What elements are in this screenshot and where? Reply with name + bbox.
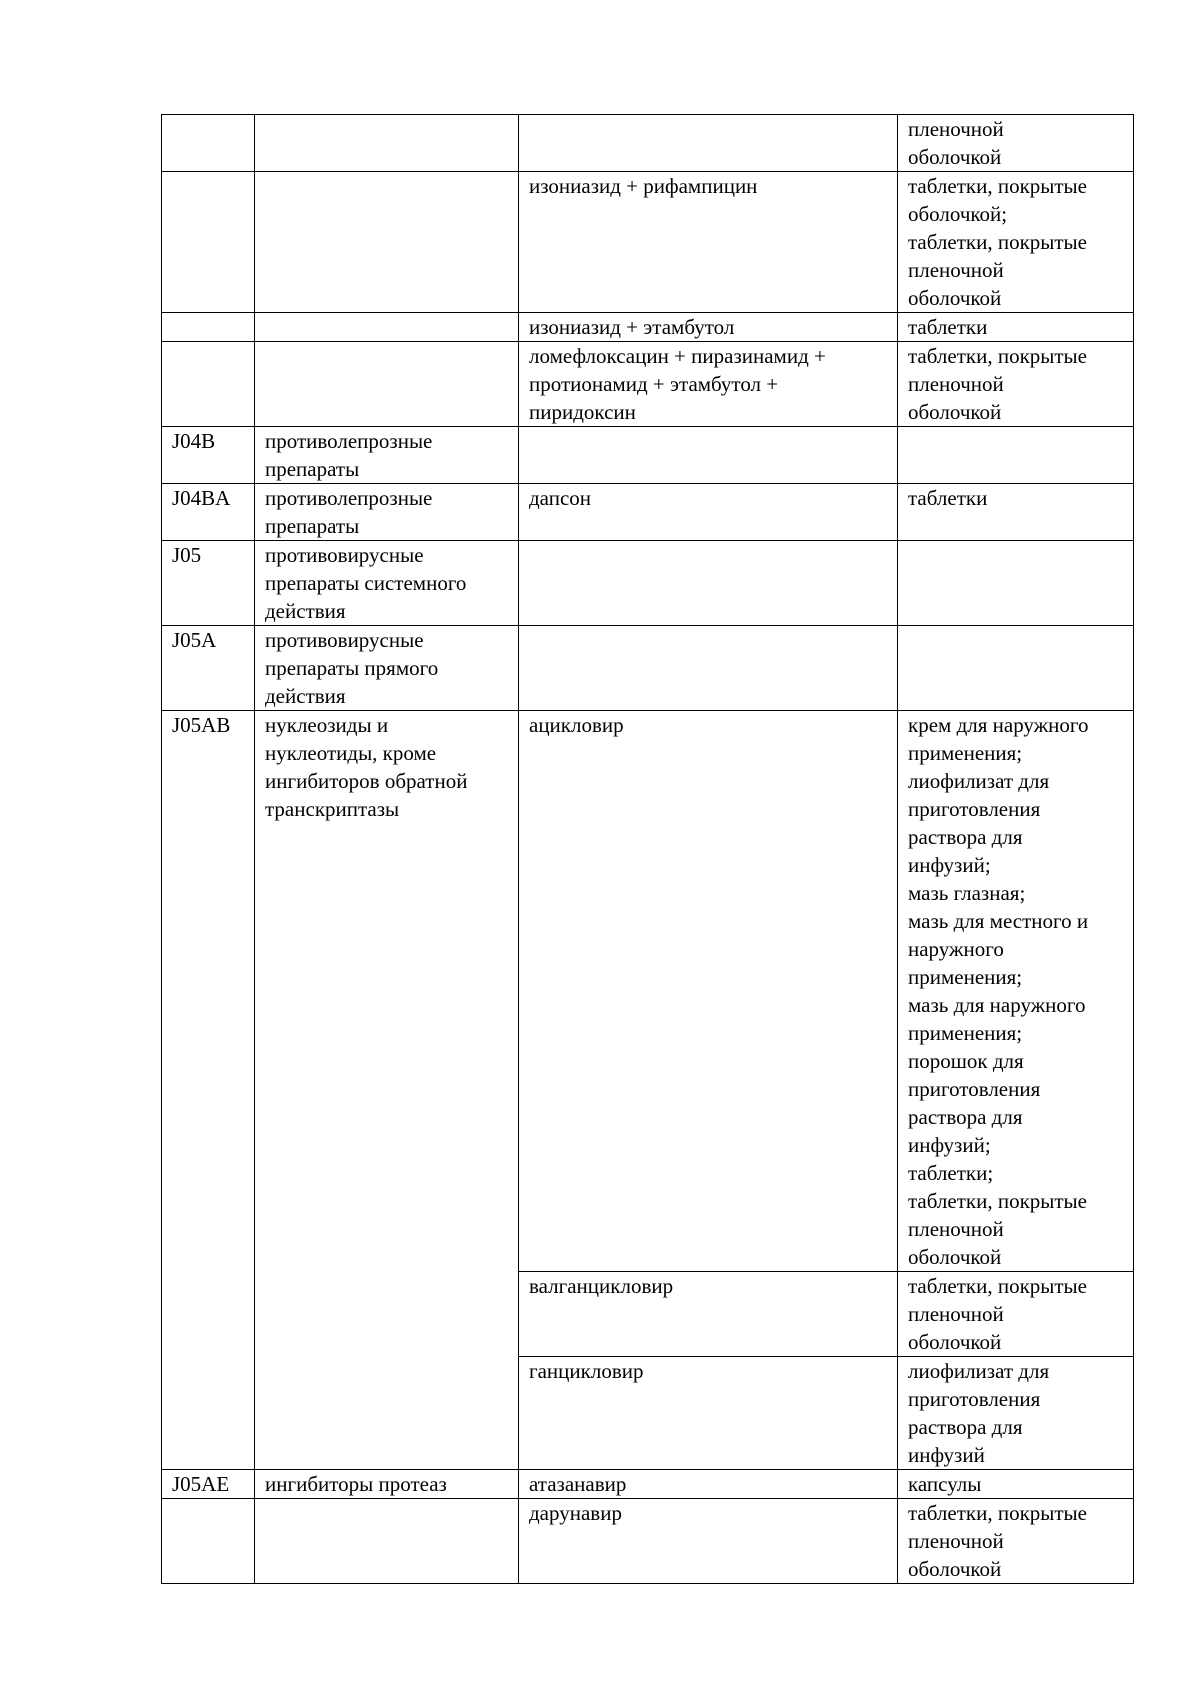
drug-list-table [161,114,1134,1584]
dosage-form-cell: крем для наружного применения; лиофилизат для приготовления раствора для инфузий; мазь глазная; мазь для местного и наружного применения; мазь для наружного применения; порошок для приготовления раствора для инфузий; таблетки; таблетки, покрытые пленочной оболочкой [898,711,1134,1272]
dosage-form-cell: капсулы [898,1470,1134,1499]
atc-code-cell: J05AE [162,1470,255,1499]
group-name-cell: противолепрозные препараты [255,427,519,484]
drug-name-cell: ганцикловир [519,1357,898,1470]
table-row [162,313,1134,342]
drug-name-cell: ацикловир [519,711,898,1272]
table-row [162,484,1134,541]
dosage-form-cell [898,541,1134,626]
drug-name-cell: изониазид + этамбутол [519,313,898,342]
dosage-form-cell: таблетки [898,313,1134,342]
table-row [162,427,1134,484]
drug-name-cell: изониазид + рифампицин [519,172,898,313]
table-row [162,711,1134,1272]
group-name-cell [255,172,519,313]
table-row [162,1499,1134,1584]
drug-name-cell: атазанавир [519,1470,898,1499]
dosage-form-cell: таблетки, покрытые пленочной оболочкой [898,342,1134,427]
group-name-cell: противовирусные препараты прямого действия [255,626,519,711]
group-name-cell [255,313,519,342]
group-name-cell: противовирусные препараты системного действия [255,541,519,626]
drug-name-cell [519,626,898,711]
dosage-form-cell: таблетки, покрытые пленочной оболочкой [898,1499,1134,1584]
table-row [162,172,1134,313]
drug-name-cell [519,427,898,484]
drug-name-cell: дарунавир [519,1499,898,1584]
atc-code-cell [162,115,255,172]
drug-name-cell: ломефлоксацин + пиразинамид + протионамид + этамбутол + пиридоксин [519,342,898,427]
group-name-cell: противолепрозные препараты [255,484,519,541]
dosage-form-cell: таблетки, покрытые оболочкой; таблетки, покрытые пленочной оболочкой [898,172,1134,313]
table-row [162,626,1134,711]
table-row [162,115,1134,172]
dosage-form-cell: таблетки, покрытые пленочной оболочкой [898,1272,1134,1357]
atc-code-cell [162,1499,255,1584]
atc-code-cell [162,342,255,427]
drug-name-cell [519,541,898,626]
atc-code-cell: J04BA [162,484,255,541]
atc-code-cell: J05AB [162,711,255,1470]
atc-code-cell: J05A [162,626,255,711]
group-name-cell [255,115,519,172]
atc-code-cell: J05 [162,541,255,626]
drug-name-cell: дапсон [519,484,898,541]
group-name-cell [255,342,519,427]
drug-name-cell: валганцикловир [519,1272,898,1357]
group-name-cell: нуклеозиды и нуклеотиды, кроме ингибиторов обратной транскриптазы [255,711,519,1470]
dosage-form-cell: пленочной оболочкой [898,115,1134,172]
atc-code-cell [162,172,255,313]
atc-code-cell: J04B [162,427,255,484]
dosage-form-cell [898,427,1134,484]
table-row [162,541,1134,626]
group-name-cell: ингибиторы протеаз [255,1470,519,1499]
atc-code-cell [162,313,255,342]
dosage-form-cell [898,626,1134,711]
drug-name-cell [519,115,898,172]
dosage-form-cell: лиофилизат для приготовления раствора для инфузий [898,1357,1134,1470]
dosage-form-cell: таблетки [898,484,1134,541]
group-name-cell [255,1499,519,1584]
table-row [162,1470,1134,1499]
table-row [162,342,1134,427]
